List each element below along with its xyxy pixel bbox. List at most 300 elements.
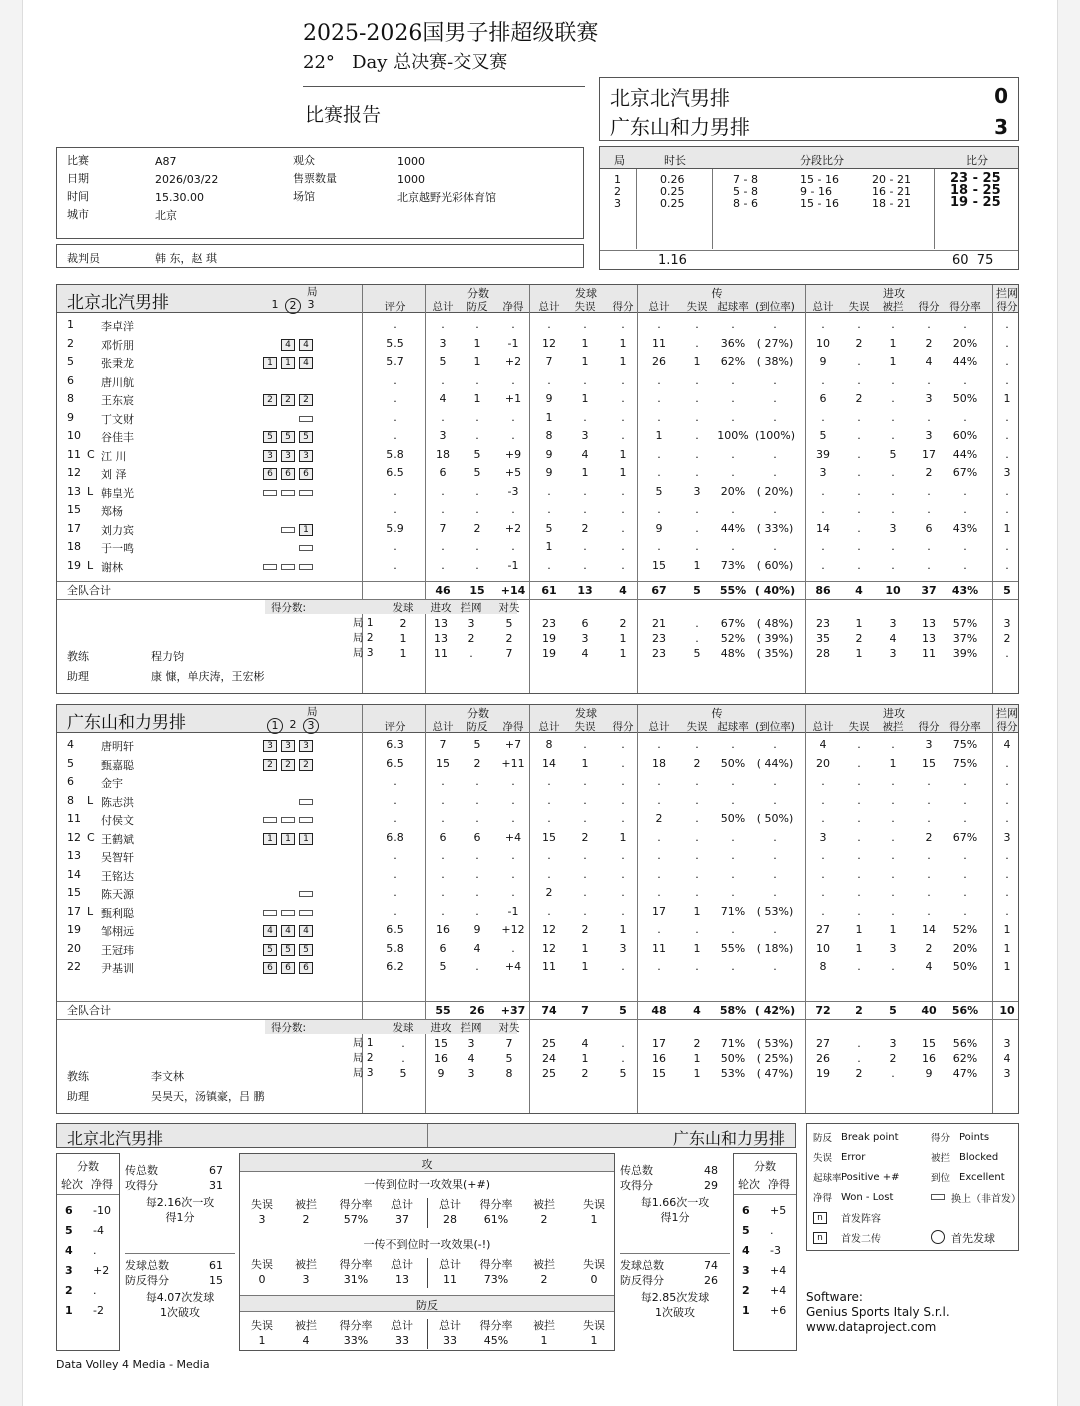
- stat-cell: .: [1005, 503, 1009, 516]
- set-partial-1: 5 - 8: [733, 185, 758, 198]
- side-stat-label: 传总数: [620, 1164, 653, 1177]
- group-heading: 分数: [467, 287, 489, 300]
- stat-cell: .: [891, 904, 895, 918]
- total-cell: 72: [815, 1004, 831, 1017]
- attack-heading: 总计: [391, 1319, 413, 1332]
- rotation-number: 1: [742, 1304, 750, 1317]
- stat-cell: 75%: [952, 756, 978, 770]
- player-tag: C: [87, 830, 95, 844]
- set-stat: 2: [619, 617, 627, 630]
- stat-cell: 1: [1003, 960, 1011, 973]
- attack-value: 33: [395, 1334, 409, 1347]
- attack-box: [239, 1153, 615, 1351]
- stat-cell: 2: [473, 521, 481, 535]
- rotation-number: 4: [742, 1244, 750, 1257]
- attack-value: 61%: [483, 1213, 509, 1226]
- legend-desc: Positive +#: [841, 1172, 900, 1183]
- set-stat: 71%: [720, 1037, 746, 1050]
- stat-cell: .: [475, 867, 479, 881]
- stat-cell: 11: [542, 960, 556, 973]
- column-heading: 评分: [384, 721, 406, 733]
- stat-cell: 1: [693, 941, 701, 955]
- points-heading: 发球: [392, 602, 414, 614]
- player-name: 江 川: [101, 449, 127, 463]
- stat-cell: .: [857, 373, 861, 387]
- stat-cell: 44%: [952, 355, 978, 368]
- column-heading: 得分率: [949, 301, 981, 313]
- sets-divider: [934, 169, 935, 249]
- column-heading: 被拦: [882, 301, 904, 313]
- set-duration: 0.25: [660, 185, 685, 198]
- set-stat: 1: [855, 617, 863, 630]
- set-mark: 3: [307, 298, 315, 311]
- column-heading: 防反: [466, 721, 488, 733]
- software-link[interactable]: www.dataproject.com: [806, 1320, 937, 1334]
- stat-cell: 9: [473, 923, 481, 936]
- stat-cell: .: [393, 812, 397, 825]
- stat-cell: 9: [655, 521, 663, 535]
- stat-cell: .: [963, 886, 967, 899]
- stat-cell: 3: [925, 429, 933, 442]
- player-name: 谢林: [101, 560, 123, 574]
- stat-cell: +4: [504, 960, 522, 973]
- legend-desc: Won - Lost: [841, 1192, 894, 1203]
- lineup-position: 4: [299, 357, 313, 369]
- side-stat-label: 发球总数: [620, 1259, 664, 1272]
- info-labels: [67, 152, 89, 224]
- stat-cell: 17: [652, 904, 666, 918]
- set-points: 3: [467, 1037, 475, 1050]
- column-heading: (到位率): [755, 721, 795, 733]
- side-stat-label: 攻得分: [620, 1179, 653, 1192]
- attack-value: 2: [302, 1213, 310, 1226]
- player-name: 唐川航: [101, 375, 134, 389]
- player-number: 22: [67, 960, 81, 973]
- side-stat-label: 攻得分: [125, 1179, 158, 1192]
- lineup-position: 6: [299, 468, 313, 480]
- set-stat: 19: [816, 1067, 830, 1080]
- stat-cell: .: [857, 960, 861, 973]
- set-stat: 48%: [720, 647, 746, 660]
- stat-cell: .: [927, 540, 931, 553]
- stat-cell: .: [773, 738, 777, 751]
- assistant-names: 康 慷，单庆涛，王宏彬: [151, 670, 265, 683]
- total-cell: 15: [469, 584, 485, 597]
- player-name: 唐明轩: [101, 740, 134, 753]
- set-row-label: 局 2: [353, 1052, 374, 1064]
- column-heading: (到位率): [755, 301, 795, 313]
- lineup-position: 6: [299, 962, 313, 974]
- report-title: 比赛报告: [305, 104, 382, 126]
- stat-cell: .: [621, 886, 625, 899]
- attack-heading: 失误: [583, 1198, 605, 1211]
- side-note: 每2.16次一攻: [145, 1196, 215, 1209]
- player-number: 10: [67, 429, 81, 442]
- lineup-position: [281, 564, 295, 570]
- stat-cell: .: [731, 466, 735, 479]
- stat-cell: .: [475, 812, 479, 825]
- set-stat: 35: [816, 632, 830, 645]
- set-partial-2: 15 - 16: [800, 197, 839, 210]
- stat-cell: .: [731, 410, 735, 424]
- info-labels-2: [293, 152, 337, 206]
- stat-cell: .: [511, 886, 515, 899]
- stat-cell: 18: [436, 447, 450, 461]
- league-title: 2025-2026国男子排超级联赛: [303, 21, 599, 46]
- stat-cell: .: [547, 867, 551, 881]
- player-number: 6: [67, 373, 74, 387]
- set-stat: 2: [855, 632, 863, 645]
- stat-cell: .: [583, 318, 587, 331]
- info-label: 售票数量: [293, 172, 337, 185]
- stat-cell: .: [963, 373, 967, 387]
- stat-cell: .: [695, 447, 699, 461]
- stat-cell: .: [475, 484, 479, 498]
- player-name: 于一鸣: [101, 542, 134, 555]
- stat-cell: 1: [581, 756, 589, 770]
- column-heading: 失误: [574, 721, 596, 733]
- set-stat: 23: [816, 617, 830, 630]
- stat-cell: .: [475, 904, 479, 918]
- stat-cell: .: [583, 503, 587, 516]
- player-number: 12: [67, 466, 81, 479]
- side-divider: [125, 1253, 235, 1254]
- rotation-divider: [734, 1194, 796, 1195]
- stat-cell: .: [1005, 904, 1009, 918]
- stat-cell: .: [773, 392, 777, 405]
- stat-cell: .: [773, 447, 777, 461]
- stat-cell: .: [511, 775, 515, 788]
- set-row-label: 局 3: [353, 1067, 374, 1079]
- lineup-position: [281, 527, 295, 533]
- set-stat: .: [695, 632, 699, 645]
- stat-cell: .: [1005, 812, 1009, 825]
- stat-cell: .: [441, 484, 445, 498]
- legend-code: 失误: [813, 1153, 833, 1164]
- stat-cell: .: [773, 960, 777, 973]
- stat-cell: .: [657, 738, 661, 751]
- stat-cell: .: [695, 812, 699, 825]
- stat-cell: -1: [507, 904, 519, 918]
- stat-cell: .: [963, 867, 967, 881]
- stat-cell: .: [621, 503, 625, 516]
- total-cell: ( 42%): [754, 1004, 796, 1017]
- stat-cell: .: [441, 503, 445, 516]
- stat-cell: .: [695, 540, 699, 553]
- stat-cell: 1: [693, 558, 701, 572]
- set-partial-3: 18 - 21: [872, 197, 911, 210]
- stat-cell: 1: [855, 941, 863, 955]
- column-heading: 总计: [812, 301, 834, 313]
- stat-cell: .: [621, 775, 625, 788]
- stat-cell: 1: [473, 336, 481, 350]
- player-number: 11: [67, 812, 81, 825]
- total-cell: 5: [619, 1004, 627, 1017]
- stat-cell: .: [475, 886, 479, 899]
- set-points: 2: [467, 632, 475, 645]
- stat-cell: 18: [652, 756, 666, 770]
- column-heading: 失误: [574, 301, 596, 313]
- stat-cell: .: [857, 484, 861, 498]
- lineup-position: 3: [263, 450, 277, 462]
- total-cell: 5: [889, 1004, 897, 1017]
- column-heading: 失误: [686, 721, 708, 733]
- stat-cell: .: [475, 503, 479, 516]
- rotation-net: +4: [770, 1264, 787, 1277]
- attack-value: 0: [590, 1273, 598, 1286]
- stat-cell: .: [1005, 410, 1009, 424]
- stat-cell: 50%: [720, 812, 746, 825]
- stat-cell: .: [891, 373, 895, 387]
- stat-cell: 5: [439, 355, 447, 368]
- side-stat-value: 61: [209, 1259, 223, 1272]
- stat-cell: .: [1005, 867, 1009, 881]
- stat-cell: .: [927, 775, 931, 788]
- stat-cell: .: [891, 429, 895, 442]
- set-stat: 23: [542, 617, 556, 630]
- player-number: 17: [67, 904, 81, 918]
- match-date: 2026/03/22: [155, 173, 219, 186]
- attack-heading: 失误: [251, 1258, 273, 1271]
- set-stat: 1: [619, 632, 627, 645]
- stat-cell: 1: [889, 756, 897, 770]
- lineup-position: [299, 799, 313, 805]
- legend-code: 得分: [931, 1133, 951, 1144]
- team2-name: 广东山和力男排: [610, 115, 750, 139]
- stat-cell: 44%: [952, 447, 978, 461]
- set-partial-1: 7 - 8: [733, 173, 758, 186]
- set-stat: 17: [652, 1037, 666, 1050]
- stat-cell: .: [891, 466, 895, 479]
- stat-cell: .: [393, 904, 397, 918]
- stat-cell: .: [621, 392, 625, 405]
- stat-cell: .: [695, 849, 699, 862]
- player-number: 15: [67, 503, 81, 516]
- stat-cell: .: [695, 923, 699, 936]
- stat-cell: 2: [545, 886, 553, 899]
- stat-cell: +5: [504, 466, 522, 479]
- stat-cell: .: [583, 849, 587, 862]
- tickets-sold: 1000: [397, 173, 425, 186]
- set-stat: 1: [855, 647, 863, 660]
- stat-cell: .: [547, 849, 551, 862]
- stat-cell: 6: [925, 521, 933, 535]
- total-cell: 55%: [719, 584, 747, 597]
- attack-value: 45%: [483, 1334, 509, 1347]
- set-stat: 26: [816, 1052, 830, 1065]
- stat-cell: 2: [581, 830, 589, 844]
- column-heading: 净得: [502, 301, 524, 313]
- lineup-position: 3: [263, 740, 277, 752]
- total-cell: ( 40%): [754, 584, 796, 597]
- player-name: 陈志洪: [101, 795, 134, 809]
- rotation-col: 净得: [768, 1178, 790, 1191]
- set-stat: 21: [652, 617, 666, 630]
- coach-label: 教练: [67, 650, 89, 663]
- stat-cell: .: [621, 867, 625, 881]
- sets-divider: [712, 169, 713, 249]
- info-label: 城市: [67, 208, 89, 221]
- stat-cell: .: [963, 904, 967, 918]
- set-group-label: 局: [307, 286, 318, 298]
- lineup-position: 5: [299, 944, 313, 956]
- player-name: 刘力宾: [101, 523, 134, 537]
- side-stat-label: 防反得分: [125, 1274, 169, 1287]
- set-points: 5: [505, 617, 513, 630]
- column-heading: 得分: [612, 301, 634, 313]
- player-tag: L: [87, 793, 94, 807]
- lineup-position: 1: [281, 357, 295, 369]
- attack-heading: 被拦: [533, 1198, 555, 1211]
- stat-cell: .: [511, 410, 515, 424]
- stat-cell: 71%: [720, 904, 746, 918]
- player-number: 18: [67, 540, 81, 553]
- rotation-net: -4: [93, 1224, 104, 1237]
- stat-cell: .: [857, 849, 861, 862]
- stat-cell: 9: [545, 447, 553, 461]
- player-name: 张秉龙: [101, 357, 134, 370]
- lineup-position: 1: [263, 833, 277, 845]
- rotation-net: +6: [770, 1304, 787, 1317]
- side-stats: [125, 1163, 235, 1320]
- column-heading: 失误: [686, 301, 708, 313]
- set-stat: 27: [816, 1037, 830, 1050]
- set-stat: 2: [1003, 632, 1011, 645]
- stat-cell: 6.5: [386, 466, 404, 479]
- stat-cell: 2: [473, 756, 481, 770]
- total-cell: 10: [999, 1004, 1015, 1017]
- total-cell: 56%: [951, 1004, 979, 1017]
- stat-cell: 5: [473, 447, 481, 461]
- stat-cell: 6.2: [386, 960, 404, 973]
- stat-cell: .: [657, 466, 661, 479]
- player-number: 1: [67, 318, 74, 331]
- stat-cell: .: [891, 793, 895, 807]
- stat-cell: .: [441, 318, 445, 331]
- attack-split: [427, 1258, 428, 1288]
- stat-cell: 1: [581, 355, 589, 368]
- player-name: 邓忻朋: [101, 338, 134, 352]
- legend-start-box: n: [813, 1212, 827, 1224]
- stat-cell: .: [475, 558, 479, 572]
- column-heading: 防反: [466, 301, 488, 313]
- team1-sets-won: 0: [994, 84, 1008, 108]
- rotation-box: [733, 1153, 797, 1351]
- stat-cell: .: [657, 318, 661, 331]
- side-stat-value: 48: [704, 1164, 718, 1177]
- group-heading: 传: [711, 287, 723, 300]
- lineup-position: 2: [299, 759, 313, 771]
- team-name: 广东山和力男排: [67, 713, 186, 733]
- lineup-position: 4: [263, 925, 277, 937]
- side-divider: [620, 1253, 730, 1254]
- set-partial-3: 20 - 21: [872, 173, 911, 186]
- stat-cell: 1: [581, 392, 589, 405]
- stat-cell: .: [393, 392, 397, 405]
- legend-desc: Error: [841, 1152, 866, 1163]
- coach-label: 教练: [67, 1070, 89, 1083]
- stat-cell: 12: [542, 336, 556, 350]
- player-name: 王冠玮: [101, 943, 134, 957]
- set-stat: 24: [542, 1052, 556, 1065]
- stat-cell: 5: [473, 466, 481, 479]
- stat-cell: .: [891, 830, 895, 844]
- stat-cell: 7: [545, 355, 553, 368]
- referee-names: 韩 东，赵 琪: [155, 252, 217, 265]
- referee-label: 裁判员: [67, 252, 100, 265]
- stat-cell: .: [773, 410, 777, 424]
- stat-cell: .: [583, 812, 587, 825]
- set-score: 19 - 25: [950, 195, 1001, 210]
- sets-table: [599, 146, 1019, 270]
- set-stat: 3: [1003, 617, 1011, 630]
- stat-cell: .: [857, 466, 861, 479]
- stat-cell: .: [963, 503, 967, 516]
- stat-cell: .: [857, 830, 861, 844]
- stat-cell: 16: [436, 923, 450, 936]
- rotation-net: +5: [770, 1204, 787, 1217]
- stat-cell: .: [695, 738, 699, 751]
- points-label: 得分数:: [271, 1022, 307, 1034]
- set-points: 5: [399, 1067, 407, 1080]
- stat-cell: 3: [819, 830, 827, 844]
- legend-desc: Points: [959, 1132, 990, 1143]
- coach-name: 李文林: [151, 1070, 184, 1083]
- stat-cell: .: [547, 558, 551, 572]
- player-name: 丁文财: [101, 412, 134, 426]
- attack-value: 57%: [343, 1213, 369, 1226]
- side-stat-row: [125, 1178, 235, 1193]
- side-note: 1次破攻: [655, 1306, 695, 1319]
- player-name: 付侯文: [101, 814, 134, 827]
- stat-cell: 12: [542, 923, 556, 936]
- stat-cell: 1: [619, 830, 627, 844]
- stat-cell: .: [583, 793, 587, 807]
- stat-cell: .: [773, 503, 777, 516]
- stat-cell: .: [857, 355, 861, 368]
- player-name: 王鹤斌: [101, 832, 134, 846]
- player-number: 20: [67, 941, 81, 955]
- lineup-position: 2: [263, 759, 277, 771]
- software-vendor: Genius Sports Italy S.r.l.: [806, 1305, 950, 1319]
- attack-split: [427, 1319, 428, 1349]
- total-label: 全队合计: [67, 1004, 111, 1017]
- total-cell: 86: [815, 584, 831, 597]
- coach-name: 程力钧: [151, 650, 184, 663]
- set-points: 5: [505, 1052, 513, 1065]
- stat-cell: -1: [507, 558, 519, 572]
- header-divider: [303, 86, 585, 87]
- stat-cell: 3: [439, 336, 447, 350]
- set-row-label: 局 3: [353, 647, 374, 659]
- set-stat: 2: [581, 1067, 589, 1080]
- sets-col-set: 局: [614, 154, 625, 167]
- player-number: 13: [67, 484, 81, 498]
- stat-cell: .: [773, 775, 777, 788]
- stat-cell: (100%): [754, 429, 796, 442]
- assistant-label: 助理: [67, 670, 89, 683]
- stat-cell: .: [441, 540, 445, 553]
- set-score: 23 - 25: [950, 171, 1001, 186]
- set-stat: 23: [652, 632, 666, 645]
- stat-cell: .: [731, 923, 735, 936]
- total-cell: 4: [693, 1004, 701, 1017]
- stat-cell: 1: [1003, 521, 1011, 535]
- stat-cell: .: [621, 812, 625, 825]
- group-heading: 分数: [467, 707, 489, 720]
- stat-cell: 1: [619, 923, 627, 936]
- stat-cell: .: [475, 793, 479, 807]
